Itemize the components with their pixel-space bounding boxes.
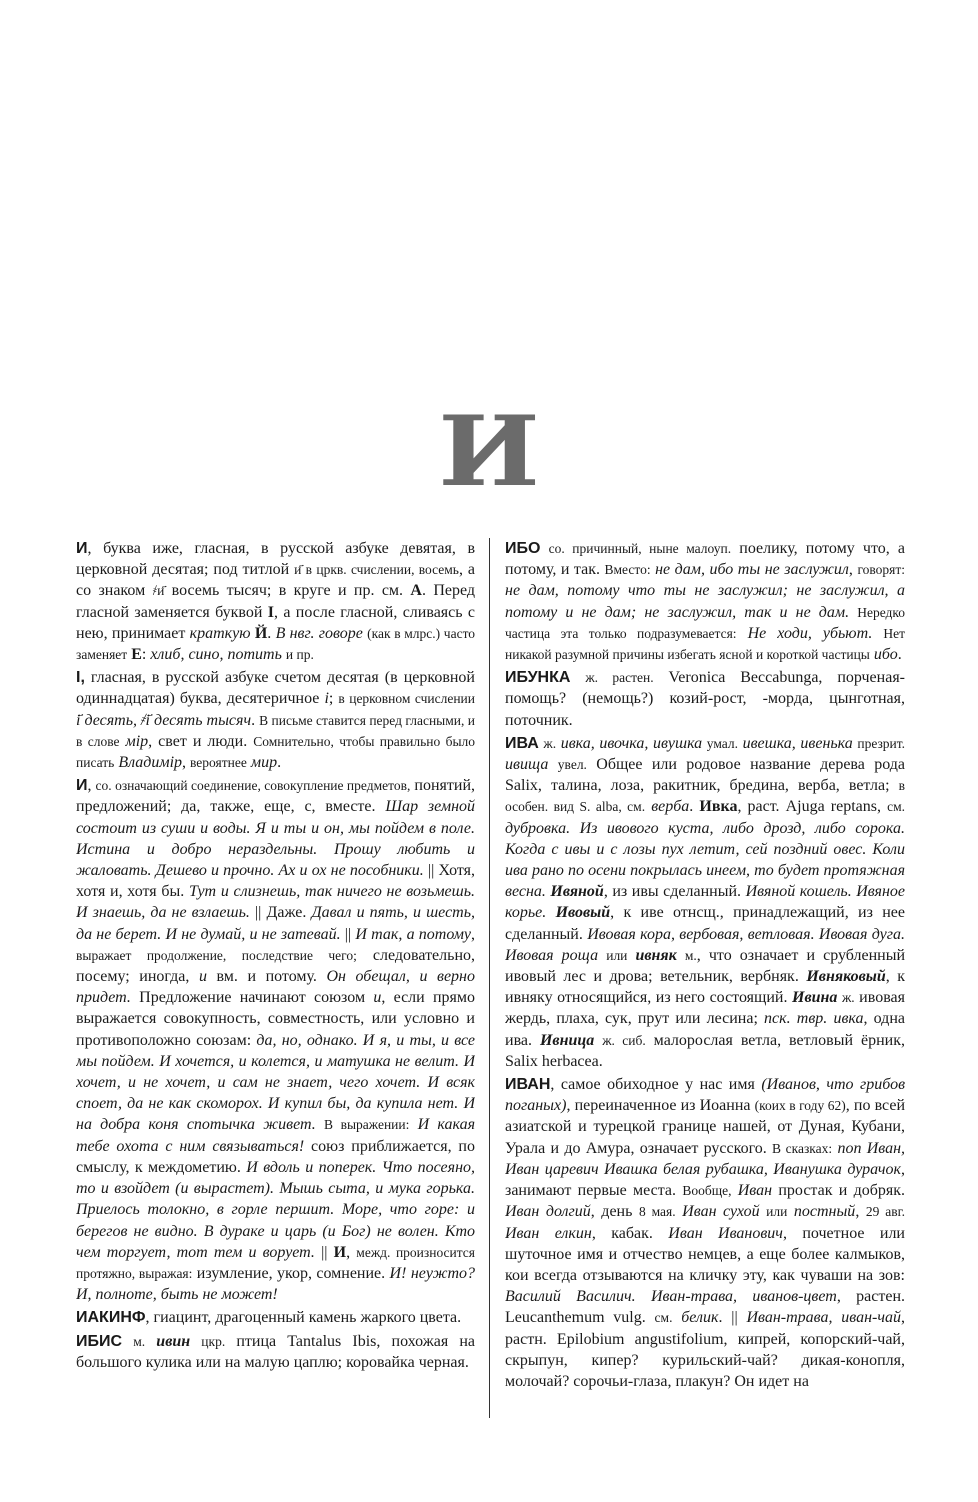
entry-headword: И (76, 777, 88, 795)
entry-headword: ИВАН (505, 1076, 551, 1094)
left-column (76, 538, 475, 1483)
entry-definition: , гиацинт, драгоценный камень жаркого цвета. (145, 1309, 462, 1327)
entry-definition: , со. означающий соединение, совокупление предметов, понятий, предложений; да, также, еще, с, вместе. Шар земной состоит из суши и воды. Я и ты и он, мы пойдем в поле. Истина и добро нераздельны. Прошу любить и жаловать. Дешево и прочно. Ах и ох не пособники. || Хотя, хотя и, хотя бы. Тут и слизнешь, так ничего не возьмешь. И знаешь, да не взлаешь. || Даже. Давал и пять, и шесть, да не берет. И не думай, и не затевай. || И так, а потому, выражает продолжение, последствие чего; следовательно, посему; иногда, и вм. и потому. Он обещал, и верно придет. Предложение начинают союзом и, если прямо выражается совокупность, совместность, или условно и противоположно союзам: да, но, однако. И я, и ты, и все мы пойдем. И хочется, и колется, и матушка не велит. И хочет, и не хочет, и сам не знает, чего хочет. И всяк споет, да не как скоморох. И купил бы, да купила нет. И на добра коня спотычка живет. В выражении: И какая тебе охота с ним связываться! союз приближается, по смыслу, к междометию. И вдоль и поперек. Что посеяно, то и взойдет (и вырастет). Мышь сыта, и мука горька. Приелось толокно, в горле першит. Море, что горе: и берегов не видно. В дураке и царь (и Бог) не волен. Кто чем торгует, тот тем и ворует. || И, межд. произносится протяжно, выражая: изумление, укор, сомнение. И! неужто? И, полноте, быть не может! (76, 777, 475, 1304)
entry-headword: ИАКИНФ (76, 1309, 146, 1327)
dictionary-entry (505, 538, 905, 665)
entry-definition: , буква иже, гласная, в русской азбуке девятая, в церковной десятая; под титлой и҃ в цркв. счислении, восемь, а со знаком ҂и҃ восемь тысяч; в круге и пр. см. А. Перед гласной заменяется буквой I, а после гласной, сливаясь с нею, принимает краткую Й. В нвг. говоре (как в млрс.) часто заменяет Е: хлиб, сино, потить и пр. (76, 540, 475, 664)
entry-headword: И (76, 540, 88, 557)
dictionary-entry (505, 1074, 905, 1392)
dictionary-entry (505, 733, 905, 1072)
entry-definition: со. причинный, ныне малоуп. поелику, потому что, а потому, и так. Вместо: не дам, ибо ты не заслужил, говорят: не дам, потому что ты не заслужил; не заслужил, а потому и не дам; не заслужил, так и не дам. Нередко частица эта только подразумевается: Не ходи, убьют. Нет никакой разумной причины избегать ясной и короткой частицы ибо. (505, 540, 905, 664)
entry-definition: ж. растен. Veronica Beccabunga, порченая-помощь? (немощь?) козий-рост, -морда, цынготная, поточник. (505, 669, 905, 729)
dictionary-entry (76, 1307, 475, 1328)
entry-headword: ИБИС (76, 1332, 123, 1350)
dictionary-entry (76, 538, 475, 665)
entry-definition: гласная, в русской азбуке счетом десятая (в церковной одиннадцатая) буква, десятеричное i; в церковном счислении i҃ десять, ҂i҃ десять тысяч. В письме ставится перед гласными, и в слове мiр, свет и люди. Сомнительно, чтобы правильно было писать Владимiр, вероятнее мир. (76, 669, 475, 772)
dictionary-entry (76, 1331, 475, 1373)
dictionary-entry (76, 775, 475, 1305)
entry-definition: , самое обиходное у нас имя (Иванов, что грибов поганых), переиначенное из Иоанна (коих в году 62), по всей азиатской и турецкой границе нашей, от Дуная, Кубани, Урала и до Амура, означает русского. В сказках: поп Иван, Иван царевич Ивашка белая рубашка, Иванушка дурачок, занимают первые места. Вообще, Иван простак и добряк. Иван долгий, день 8 мая. Иван сухой или постный, 29 авг. Иван елкин, кабак. Иван Иванович, почетное или шуточное имя и отчество немцев, а еще более калмыков, кои всегда отзываются на кличку эту, как чуваши на зов: Василий Василич. Иван-трава, иванов-цвет, растен. Leucanthemum vulg. см. белик. || Иван-трава, иван-чай, растн. Epilobium angustifolium, кипрей, копорский-чай, скрыпун, кипер? курильский-чай? дикая-конопля, молочай? сорочьи-глаза, плакун? Он идет на (505, 1076, 905, 1390)
column-divider (489, 538, 490, 1418)
dictionary-entry (76, 667, 475, 773)
entry-definition: м. ивин цкр. птица Tantalus Ibis, похожая на большого кулика или на малую цаплю; коровайка черная. (76, 1332, 475, 1371)
section-initial-letter: И (438, 395, 540, 508)
entry-definition: ж. ивка, ивочка, ивушка умал. ивешка, ивенька презрит. ивища увел. Общее или родовое название дерева рода Salix, талина, лоза, ракитник, бредина, верба, ветла; в особен. вид S. alba, см. верба. Ивка, раст. Ajuga reptans, см. дубровка. Из ивового куста, либо дрозд, либо сорока. Когда с ивы и с лозы пух летит, сей поздний овес. Коли ива рано по осени покрылась инеем, то будет протяжная весна. Ивяной, из ивы сделанный. Ивяной кошель. Ивяное корье. Ивовый, к иве отнсщ., принадлежащий, из нее сделанный. Ивовая кора, вербовая, ветловая. Ивовая дуга. Ивовая роща или ивняк м., что означает и срубленный ивовый лес и дрова; ветельник, вербняк. Ивняковый, к ивняку относящийся, из него состоящий. Ивина ж. ивовая жердь, плаха, сук, прут или лесина; пск. твр. ивка, одна ива. Ивница ж. сиб. малорослая ветла, ветловый ёрник, Salix herbacea. (505, 734, 905, 1070)
dictionary-entry (505, 667, 905, 731)
entry-headword: I, (76, 669, 85, 687)
entry-headword: ИВА (505, 734, 539, 752)
right-column (505, 538, 905, 1483)
entry-headword: ИБУНКА (505, 669, 571, 687)
entry-headword: ИБО (505, 540, 541, 557)
